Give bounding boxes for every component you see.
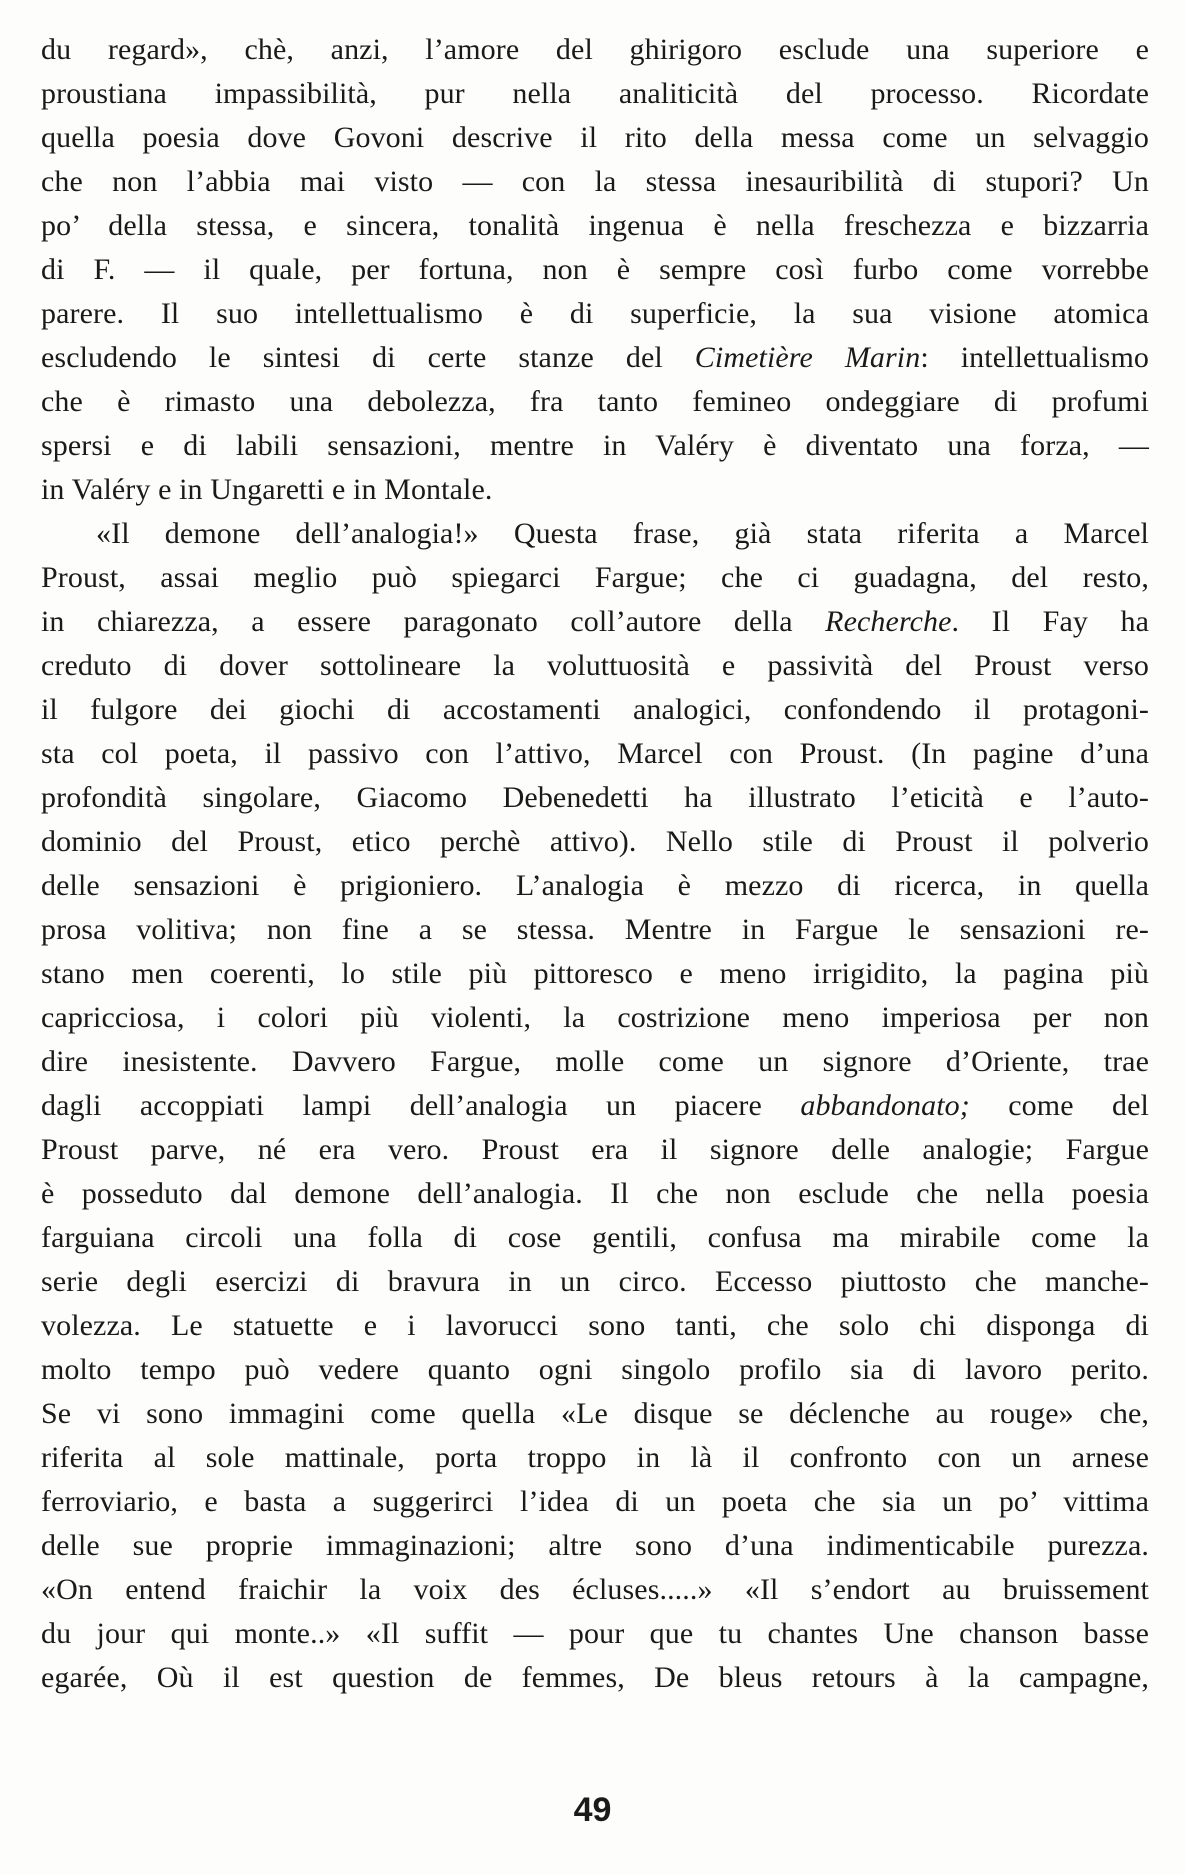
text-line: volezza. Le statuette e i lavorucci sono tanti, che solo chi disponga di (41, 1309, 1149, 1342)
paragraph-1 (41, 28, 1149, 512)
text-line (41, 336, 1149, 380)
text-line: che non l’abbia mai visto — con la stessa inesauribilità di stupori? Un (41, 165, 1149, 198)
text-line: delle sue proprie immaginazioni; altre sono d’una indimenticabile purezza. (41, 1529, 1149, 1562)
text-line: molto tempo può vedere quanto ogni singolo profilo sia di lavoro perito. (41, 1353, 1149, 1386)
text-line: ferroviario, e basta a suggerirci l’idea di un poeta che sia un po’ vittima (41, 1485, 1149, 1518)
text-line: po’ della stessa, e sincera, tonalità ingenua è nella freschezza e bizzarria (41, 209, 1149, 242)
text-line (41, 1084, 1149, 1128)
text-line: du jour qui monte..» «Il suffit — pour que tu chantes Une chanson basse (41, 1617, 1149, 1650)
text-segment: come del (969, 1089, 1149, 1122)
italic-title: Cimetière Marin (694, 341, 921, 374)
text-segment: dagli accoppiati lampi dell’analogia un piacere (41, 1089, 801, 1122)
italic-emphasis: abbandonato; (800, 1089, 970, 1122)
text-line: «On entend fraichir la voix des écluses.....» «Il s’endort au bruissement (41, 1573, 1149, 1606)
text-line: egarée, Où il est question de femmes, De bleus retours à la campagne, (41, 1661, 1149, 1694)
text-line: serie degli esercizi di bravura in un circo. Eccesso piuttosto che manche- (41, 1265, 1149, 1298)
text-line: riferita al sole mattinale, porta troppo in là il confronto con un arnese (41, 1441, 1149, 1474)
text-segment: : intellettualismo (920, 341, 1149, 374)
text-line: Proust parve, né era vero. Proust era il signore delle analogie; Fargue (41, 1133, 1149, 1166)
text-line: profondità singolare, Giacomo Debenedetti ha illustrato l’eticità e l’auto- (41, 781, 1149, 814)
text-line: in Valéry e in Ungaretti e in Montale. (41, 473, 493, 506)
text-line: dominio del Proust, etico perchè attivo). Nello stile di Proust il polverio (41, 825, 1149, 858)
text-line: parere. Il suo intellettualismo è di superficie, la sua visione atomica (41, 297, 1149, 330)
italic-title: Recherche (825, 605, 952, 638)
text-segment: escludendo le sintesi di certe stanze del (41, 341, 695, 374)
text-line: prosa volitiva; non fine a se stessa. Mentre in Fargue le sensazioni re- (41, 913, 1149, 946)
text-line: è posseduto dal demone dell’analogia. Il che non esclude che nella poesia (41, 1177, 1149, 1210)
text-line: sta col poeta, il passivo con l’attivo, Marcel con Proust. (In pagine d’una (41, 737, 1149, 770)
text-line: proustiana impassibilità, pur nella analiticità del processo. Ricordate (41, 77, 1149, 110)
text-line: delle sensazioni è prigioniero. L’analogia è mezzo di ricerca, in quella (41, 869, 1149, 902)
text-line: spersi e di labili sensazioni, mentre in Valéry è diventato una forza, — (41, 429, 1149, 462)
text-line: Se vi sono immagini come quella «Le disque se déclenche au rouge» che, (41, 1397, 1149, 1430)
text-line: capricciosa, i colori più violenti, la costrizione meno imperiosa per non (41, 1001, 1149, 1034)
text-line: di F. — il quale, per fortuna, non è sempre così furbo come vorrebbe (41, 253, 1149, 286)
paragraph-2 (41, 512, 1149, 1700)
text-line: stano men coerenti, lo stile più pittoresco e meno irrigidito, la pagina più (41, 957, 1149, 990)
text-line: du regard», chè, anzi, l’amore del ghirigoro esclude una superiore e (41, 33, 1149, 66)
text-line: quella poesia dove Govoni descrive il rito della messa come un selvaggio (41, 121, 1149, 154)
text-line: che è rimasto una debolezza, fra tanto femineo ondeggiare di profumi (41, 385, 1149, 418)
body-text (41, 28, 1149, 1700)
text-line: il fulgore dei giochi di accostamenti analogici, confondendo il protagoni- (41, 693, 1149, 726)
text-line: Proust, assai meglio può spiegarci Fargue; che ci guadagna, del resto, (41, 561, 1149, 594)
text-line: creduto di dover sottolineare la voluttuosità e passività del Proust verso (41, 649, 1149, 682)
text-line (41, 600, 1149, 644)
text-line: dire inesistente. Davvero Fargue, molle come un signore d’Oriente, trae (41, 1045, 1149, 1078)
page-number: 49 (573, 1791, 612, 1829)
text-segment: . Il Fay ha (951, 605, 1149, 638)
text-segment: in chiarezza, a essere paragonato coll’autore della (41, 605, 826, 638)
text-line: farguiana circoli una folla di cose gentili, confusa ma mirabile come la (41, 1221, 1149, 1254)
text-line: «Il demone dell’analogia!» Questa frase, già stata riferita a Marcel (96, 517, 1149, 550)
